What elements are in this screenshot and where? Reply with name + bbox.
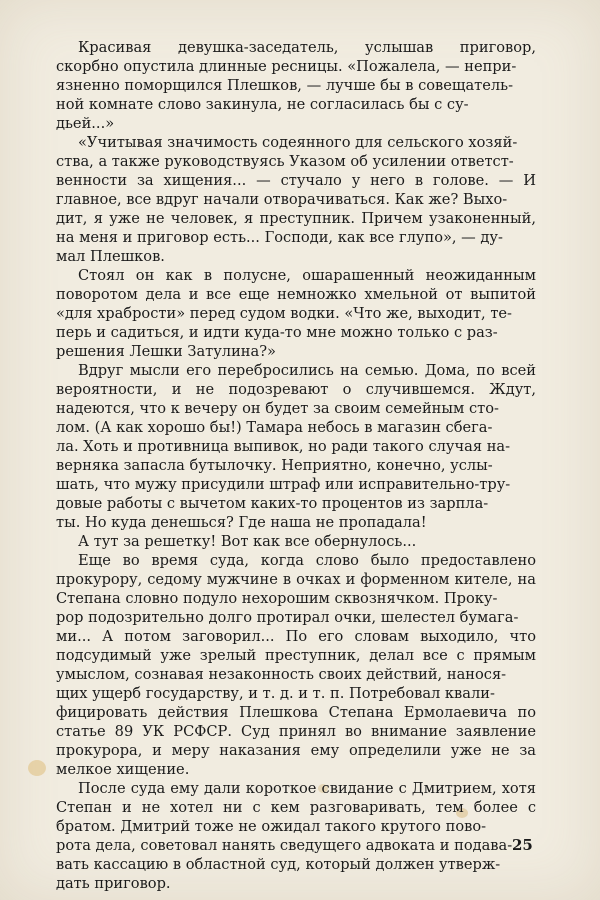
paragraph: А тут за решетку! Вот как все обернулось... bbox=[78, 533, 417, 550]
paragraph: После суда ему дали короткое свидание с Дмитрием, хотя Степан и не хотел ни с кем разговаривать, тем более с братом. Дмитрий тоже не ожидал такого крутого пово- рота дела, советовал нанять сведущего адвоката и подава- вать кассацию в областной суд, который должен утверж- дать приговор. bbox=[56, 780, 536, 892]
page-number: 25 bbox=[512, 836, 533, 854]
paragraph: Красивая девушка-заседатель, услышав приговор, скорбно опустила длинные ресницы. «Пожалела, — непри- язненно поморщился Плешков, — лучше бы в совещатель- ной комнате слово закинула, не согласилась бы с су- дьей...» bbox=[56, 39, 536, 132]
body-text bbox=[56, 38, 536, 893]
paragraph: Стоял он как в полусне, ошарашенный неожиданным поворотом дела и все еще немножко хмельной от выпитой «для храбрости» перед судом водки. «Что же, выходит, те- перь и садиться, и идти куда-то мне можно только с раз- решения Лешки Затулина?» bbox=[56, 267, 536, 360]
paper-stain bbox=[28, 760, 46, 776]
paragraph: Вдруг мысли его перебросились на семью. Дома, по всей вероятности, и не подозревают о случившемся. Ждут, надеются, что к вечеру он будет за своим семейным сто- лом. (А как хорошо бы!) Тамара небось в магазин сбега- ла. Хоть и противница выпивок, но ради такого случая на- верняка запасла бутылочку. Неприятно, конечно, услы- шать, что мужу присудили штраф или исправительно-тру- довые работы с вычетом каких-то процентов из зарпла- ты. Но куда денешься? Где наша не пропадала! bbox=[56, 362, 536, 531]
paragraph: «Учитывая значимость содеянного для сельского хозяй- ства, а также руководствуясь Указом об усилении ответст- венности за хищения... — стучало у него в голове. — И главное, все вдруг начали отворачиваться. Как же? Выхо- дит, я уже не человек, я преступник. Причем узаконенный, на меня и приговор есть... Господи, как все глупо», — ду- мал Плешков. bbox=[56, 134, 536, 265]
paragraph: Еще во время суда, когда слово было предоставлено прокурору, седому мужчине в очках и форменном кителе, на Степана словно подуло нехорошим сквознячком. Проку- рор подозрительно долго протирал очки, шелестел бумага- ми... А потом заговорил... По его словам выходило, что подсудимый уже зрелый преступник, делал все с прямым умыслом, сознавая незаконность своих действий, нанося- щих ущерб государству, и т. д. и т. п. Потребовал квали- фицировать действия Плешкова Степана Ермолаевича по статье 89 УК РСФСР. Суд принял во внимание заявление прокурора, и меру наказания ему определили уже не за мелкое хищение. bbox=[56, 552, 536, 778]
